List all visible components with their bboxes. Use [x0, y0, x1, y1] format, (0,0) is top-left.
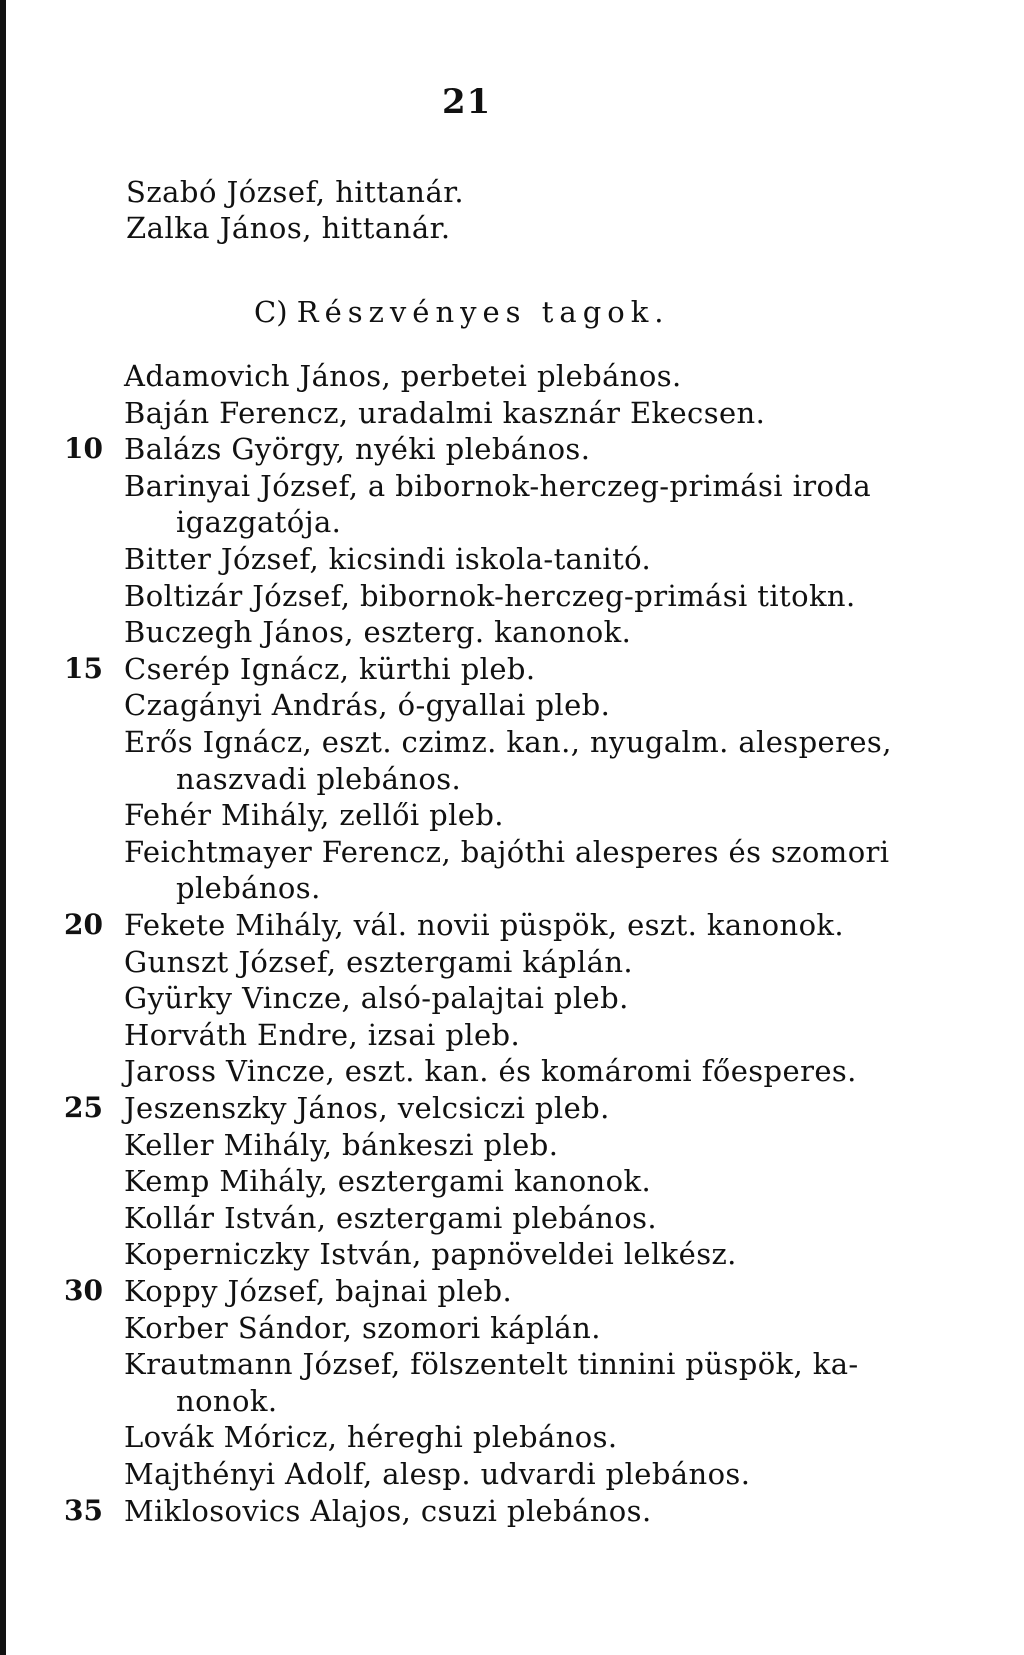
list-item [0, 1274, 1024, 1311]
member-entry-text: Gyürky Vincze, alsó-palajtai pleb. [124, 981, 629, 1016]
member-entry-text: Lovák Móricz, héreghi plebános. [124, 1420, 618, 1455]
list-item [0, 432, 1024, 469]
list-item [0, 1457, 1024, 1494]
member-entry-text: Keller Mihály, bánkeszi pleb. [124, 1127, 559, 1162]
line-number: 25 [64, 1091, 103, 1124]
member-entry-text: Erős Ignácz, eszt. czimz. kan., nyugalm. alesperes, [124, 725, 892, 759]
page-number: 21 [442, 82, 492, 122]
line-number: 10 [64, 432, 103, 466]
list-item [0, 945, 1024, 982]
list-item-continuation [0, 871, 1024, 908]
member-entry-text: Bitter József, kicsindi iskola-tanitó. [124, 542, 652, 576]
line-number: 35 [64, 1493, 103, 1527]
member-entry-text: Majthényi Adolf, alesp. udvardi plebános. [124, 1457, 751, 1491]
member-entry-text: Gunszt József, esztergami káplán. [124, 944, 634, 979]
section-heading-prefix: C) [254, 295, 288, 329]
member-entry-text: Czagányi András, ó-gyallai pleb. [124, 688, 611, 723]
member-entry-text: Koppy József, bajnai pleb. [124, 1274, 513, 1308]
list-item [0, 1054, 1024, 1091]
list-item-continuation [0, 505, 1024, 542]
member-entry-text: Buczegh János, eszterg. kanonok. [124, 615, 632, 650]
member-entry-text: Kollár István, esztergami plebános. [124, 1200, 657, 1235]
list-item [0, 725, 1024, 762]
line-number: 20 [64, 908, 103, 941]
intro-line: Szabó József, hittanár. [126, 175, 465, 209]
list-item [0, 469, 1024, 506]
list-item-continuation [0, 762, 1024, 799]
list-item [0, 1018, 1024, 1055]
member-entry-text: Koperniczky István, papnöveldei lelkész. [124, 1237, 737, 1272]
member-entry-text: Fehér Mihály, zellői pleb. [124, 798, 504, 833]
list-item [0, 652, 1024, 689]
member-entry-text: Fekete Mihály, vál. novii püspök, eszt. kanonok. [124, 908, 845, 942]
member-entry-text: Cserép Ignácz, kürthi pleb. [124, 651, 536, 686]
list-item [0, 359, 1024, 396]
list-item [0, 1128, 1024, 1165]
member-entry-text: nonok. [176, 1383, 278, 1418]
member-entry-text: Krautmann József, fölszentelt tinnini püspök, ka- [124, 1347, 859, 1382]
member-entry-text: Feichtmayer Ferencz, bajóthi alesperes és szomori [124, 834, 890, 869]
list-item [0, 835, 1024, 872]
member-entry-text: Boltizár József, bibornok-herczeg-primási titokn. [124, 578, 856, 613]
member-entry-text: plebános. [176, 871, 321, 906]
list-item [0, 1164, 1024, 1201]
list-item [0, 1201, 1024, 1238]
list-item [0, 798, 1024, 835]
list-item [0, 615, 1024, 652]
list-item [0, 688, 1024, 725]
list-item [0, 908, 1024, 945]
intro-line: Zalka János, hittanár. [126, 211, 451, 245]
list-item [0, 1311, 1024, 1348]
list-item [0, 1347, 1024, 1384]
list-item [0, 981, 1024, 1018]
list-item [0, 1420, 1024, 1457]
section-heading-title: Részvényes tagok. [296, 295, 670, 329]
list-item [0, 542, 1024, 579]
member-entry-text: Adamovich János, perbetei plebános. [124, 359, 682, 393]
list-item [0, 1237, 1024, 1274]
section-heading [254, 295, 670, 329]
member-entry-text: Baján Ferencz, uradalmi kasznár Ekecsen. [124, 395, 766, 430]
member-entry-text: Kemp Mihály, esztergami kanonok. [124, 1164, 652, 1199]
member-entry-text: Barinyai József, a bibornok-herczeg-primási iroda [124, 468, 872, 503]
member-entry-text: Miklosovics Alajos, csuzi plebános. [124, 1493, 652, 1528]
member-entry-text: Horváth Endre, izsai pleb. [124, 1017, 521, 1052]
line-number: 15 [64, 651, 103, 685]
list-item [0, 1494, 1024, 1531]
line-number: 30 [64, 1274, 103, 1307]
list-item-continuation [0, 1384, 1024, 1421]
member-entry-text: Jeszenszky János, velcsiczi pleb. [124, 1091, 610, 1125]
list-item [0, 396, 1024, 433]
member-entry-text: naszvadi plebános. [176, 761, 462, 796]
member-entry-text: Korber Sándor, szomori káplán. [124, 1310, 601, 1345]
list-item [0, 579, 1024, 616]
list-item [0, 1091, 1024, 1128]
member-entry-text: Jaross Vincze, eszt. kan. és komáromi főesperes. [124, 1054, 857, 1089]
member-entry-text: igazgatója. [176, 505, 342, 540]
member-entry-text: Balázs György, nyéki plebános. [124, 432, 591, 467]
